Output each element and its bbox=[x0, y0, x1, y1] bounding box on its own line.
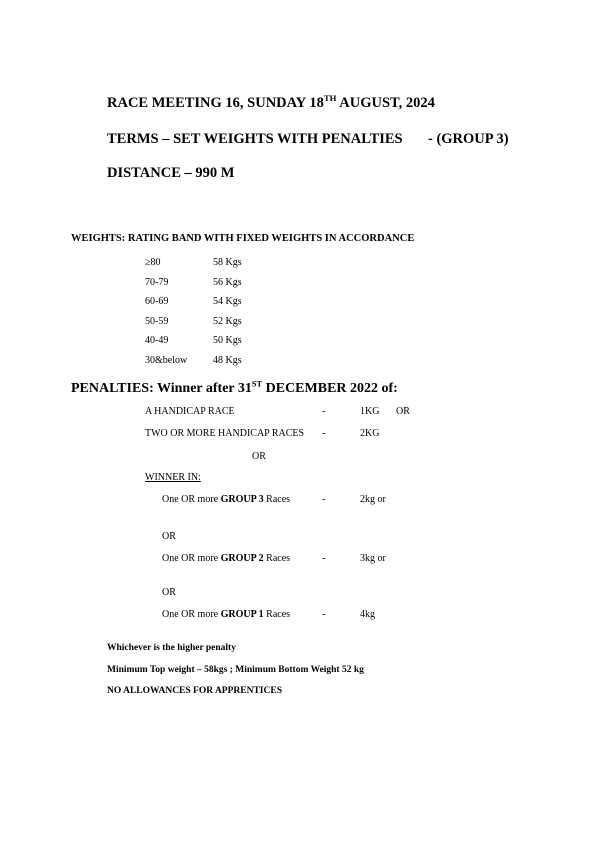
or-separator: OR bbox=[252, 451, 266, 462]
penalty-note: Whichever is the higher penalty bbox=[107, 643, 236, 653]
group-post: Races bbox=[263, 494, 291, 505]
group-penalty-value: 4kg bbox=[360, 609, 375, 620]
weight-band: 40-49 bbox=[145, 335, 169, 346]
weight-band: 60-69 bbox=[145, 296, 169, 307]
weight-band: 70-79 bbox=[145, 277, 169, 288]
group-label: - (GROUP 3) bbox=[428, 131, 509, 147]
group-post: Races bbox=[263, 553, 291, 564]
weight-value: 56 Kgs bbox=[213, 277, 242, 288]
terms-line: TERMS – SET WEIGHTS WITH PENALTIES bbox=[107, 131, 403, 147]
penalties-heading-text: PENALTIES: Winner after 31 bbox=[71, 381, 252, 396]
group-pre: One OR more bbox=[162, 494, 221, 505]
group-pre: One OR more bbox=[162, 609, 221, 620]
handicap-value: 1KG bbox=[360, 406, 380, 417]
weight-value: 52 Kgs bbox=[213, 316, 242, 327]
weight-band: 50-59 bbox=[145, 316, 169, 327]
penalties-heading bbox=[71, 381, 398, 397]
weights-heading: WEIGHTS: RATING BAND WITH FIXED WEIGHTS IN ACCORDANCE bbox=[71, 233, 415, 244]
group-name: GROUP 3 bbox=[220, 494, 264, 505]
group-penalty-value: 2kg or bbox=[360, 494, 386, 505]
group-penalty-label bbox=[162, 609, 290, 620]
group-penalty-value: 3kg or bbox=[360, 553, 386, 564]
handicap-value: 2KG bbox=[360, 428, 380, 439]
title-superscript: TH bbox=[323, 93, 337, 104]
weight-band: 30&below bbox=[145, 355, 188, 366]
handicap-extra: OR bbox=[396, 406, 410, 417]
race-meeting-title bbox=[107, 95, 435, 112]
weight-limits-note: Minimum Top weight – 58kgs ; Minimum Bottom Weight 52 kg bbox=[107, 665, 364, 675]
winner-in-label: WINNER IN: bbox=[145, 472, 201, 483]
group-pre: One OR more bbox=[162, 553, 221, 564]
distance-line: DISTANCE – 990 M bbox=[107, 165, 235, 181]
apprentices-note: NO ALLOWANCES FOR APPRENTICES bbox=[107, 686, 282, 696]
handicap-dash: - bbox=[322, 406, 326, 417]
weight-value: 48 Kgs bbox=[213, 355, 242, 366]
group-post: Races bbox=[263, 609, 291, 620]
penalties-superscript: ST bbox=[251, 379, 263, 389]
weight-value: 58 Kgs bbox=[213, 257, 242, 268]
group-penalty-label bbox=[162, 553, 290, 564]
weight-band: ≥80 bbox=[145, 257, 161, 268]
or-separator: OR bbox=[162, 587, 176, 598]
handicap-dash: - bbox=[322, 428, 326, 439]
group-name: GROUP 2 bbox=[220, 553, 264, 564]
group-dash: - bbox=[322, 553, 326, 564]
group-penalty-label bbox=[162, 494, 290, 505]
handicap-label: A HANDICAP RACE bbox=[145, 406, 235, 417]
title-text: RACE MEETING 16, SUNDAY 18 bbox=[107, 95, 324, 111]
title-date: AUGUST, 2024 bbox=[336, 95, 435, 111]
weight-value: 54 Kgs bbox=[213, 296, 242, 307]
handicap-label: TWO OR MORE HANDICAP RACES bbox=[145, 428, 305, 439]
group-dash: - bbox=[322, 494, 326, 505]
group-name: GROUP 1 bbox=[220, 609, 264, 620]
weight-value: 50 Kgs bbox=[213, 335, 242, 346]
penalties-heading-date: DECEMBER 2022 of: bbox=[262, 381, 398, 396]
or-separator: OR bbox=[162, 531, 176, 542]
group-dash: - bbox=[322, 609, 326, 620]
